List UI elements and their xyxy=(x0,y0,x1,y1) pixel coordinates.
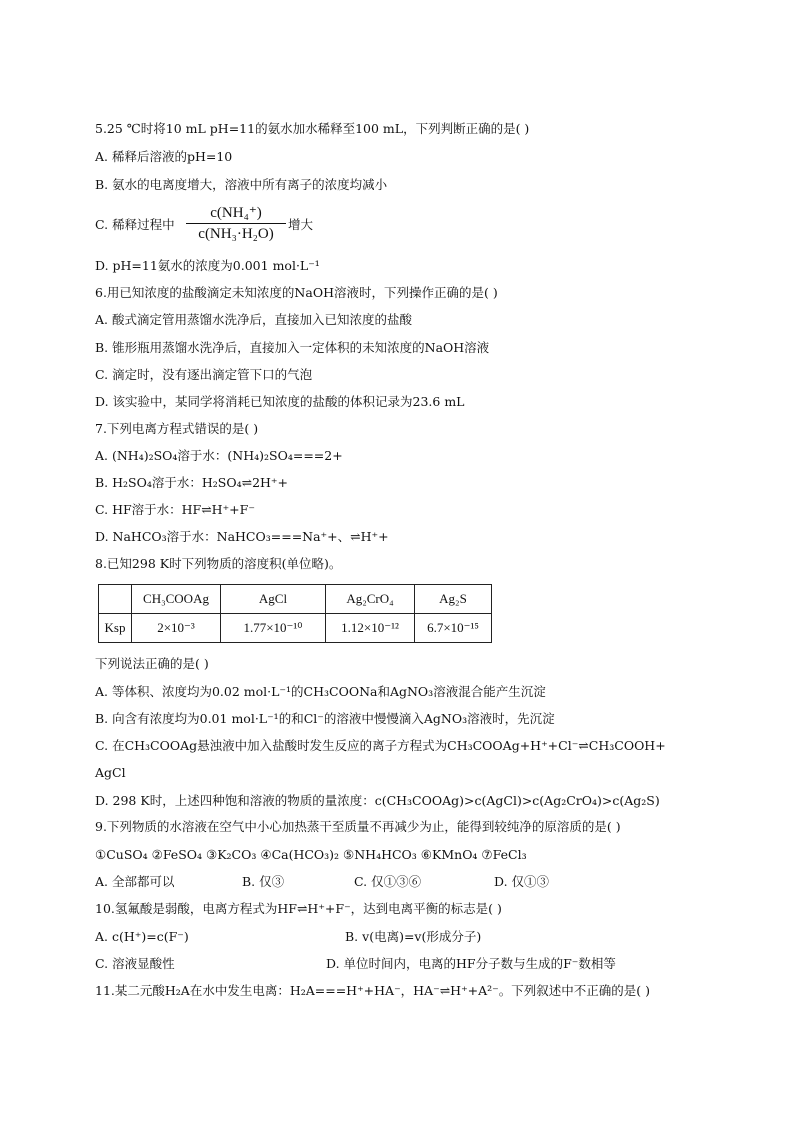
ksp-value-ag2cro4: 1.12×10⁻¹² xyxy=(326,614,415,643)
ksp-value-ch3cooag: 2×10⁻³ xyxy=(132,614,221,643)
table-header-agcl: AgCl xyxy=(221,585,326,614)
q7-option-d: D. NaHCO₃溶于水：NaHCO₃===Na⁺+、⇌H⁺+ xyxy=(95,529,389,544)
q10-option-d: D. 单位时间内，电离的HF分子数与生成的F⁻数相等 xyxy=(326,956,616,971)
q8-option-a: A. 等体积、浓度均为0.02 mol·L⁻¹的CH₃COONa和AgNO₃溶液混合能产生沉淀 xyxy=(95,684,546,699)
q6-option-d: D. 该实验中，某同学将消耗已知浓度的盐酸的体积记录为23.6 mL xyxy=(95,394,465,409)
q9-option-a: A. 全部都可以 xyxy=(95,874,175,889)
q9-option-c: C. 仅①③⑥ xyxy=(354,874,422,889)
q11-stem: 11.某二元酸H₂A在水中发生电离：H₂A===H⁺+HA⁻，HA⁻⇌H⁺+A²⁻。下列叙述中不正确的是( ) xyxy=(95,983,651,998)
q8-ask: 下列说法正确的是( ) xyxy=(95,656,209,671)
q9-items: ①CuSO₄ ②FeSO₄ ③K₂CO₃ ④Ca(HCO₃)₂ ⑤NH₄HCO₃ ⑥KMnO₄ ⑦FeCl₃ xyxy=(95,847,527,862)
table-header-ch3cooag: CH₃COOAg xyxy=(132,585,221,614)
fraction-denominator: c(NH₃·H₂O) xyxy=(198,226,274,242)
q5-option-c-tail: 增大 xyxy=(288,217,314,232)
q10-stem: 10.氢氟酸是弱酸，电离方程式为HF⇌H⁺+F⁻，达到电离平衡的标志是( ) xyxy=(95,901,502,916)
table-row-label: Ksp xyxy=(99,614,132,643)
q9-option-b: B. 仅③ xyxy=(242,874,285,889)
q8-option-d: D. 298 K时，上述四种饱和溶液的物质的量浓度：c(CH₃COOAg)>c(AgCl)>c(Ag₂CrO₄)>c(Ag₂S) xyxy=(95,793,660,808)
table-header-ag2s: Ag₂S xyxy=(415,585,492,614)
q9-stem: 9.下列物质的水溶液在空气中小心加热蒸干至质量不再减少为止，能得到较纯净的原溶质的是( ) xyxy=(95,819,621,834)
q6-option-a: A. 酸式滴定管用蒸馏水洗净后，直接加入已知浓度的盐酸 xyxy=(95,312,412,327)
q5-option-c-fraction xyxy=(186,204,286,243)
q7-option-b: B. H₂SO₄溶于水：H₂SO₄⇌2H⁺+ xyxy=(95,475,288,490)
q8-option-b: B. 向含有浓度均为0.01 mol·L⁻¹的和Cl⁻的溶液中慢慢滴入AgNO₃溶液时，先沉淀 xyxy=(95,711,555,726)
q10-option-c: C. 溶液显酸性 xyxy=(95,956,175,971)
q8-option-c: C. 在CH₃COOAg悬浊液中加入盐酸时发生反应的离子方程式为CH₃COOAg+H⁺+Cl⁻⇌CH₃COOH+ xyxy=(95,738,666,753)
q5-stem: 5.25 ℃时将10 mL pH=11的氨水加水稀释至100 mL，下列判断正确的是( ) xyxy=(95,121,530,136)
q7-option-a: A. (NH₄)₂SO₄溶于水：(NH₄)₂SO₄===2+ xyxy=(95,448,343,463)
table-header-ag2cro4: Ag₂CrO₄ xyxy=(326,585,415,614)
q7-option-c: C. HF溶于水：HF⇌H⁺+F⁻ xyxy=(95,502,255,517)
ksp-value-ag2s: 6.7×10⁻¹⁵ xyxy=(415,614,492,643)
table-cell xyxy=(99,585,132,614)
q5-option-b: B. 氨水的电离度增大，溶液中所有离子的浓度均减小 xyxy=(95,177,388,192)
q6-stem: 6.用已知浓度的盐酸滴定未知浓度的NaOH溶液时，下列操作正确的是( ) xyxy=(95,285,498,300)
q5-option-c-head: C. 稀释过程中 xyxy=(95,217,175,232)
q6-option-b: B. 锥形瓶用蒸馏水洗净后，直接加入一定体积的未知浓度的NaOH溶液 xyxy=(95,340,490,355)
ksp-value-agcl: 1.77×10⁻¹⁰ xyxy=(221,614,326,643)
q10-option-a: A. c(H⁺)=c(F⁻) xyxy=(95,929,189,944)
q8-option-c-cont: AgCl xyxy=(95,765,126,780)
ksp-table-header-row xyxy=(99,585,492,614)
q7-stem: 7.下列电离方程式错误的是( ) xyxy=(95,421,259,436)
ksp-table xyxy=(98,584,492,643)
q10-option-b: B. v(电离)=v(形成分子) xyxy=(345,929,482,944)
q8-stem: 8.已知298 K时下列物质的溶度积(单位略)。 xyxy=(95,556,342,571)
q9-option-d: D. 仅①③ xyxy=(494,874,550,889)
q5-option-d: D. pH=11氨水的浓度为0.001 mol·L⁻¹ xyxy=(95,258,320,273)
ksp-table-value-row xyxy=(99,614,492,643)
fraction-numerator: c(NH₄⁺) xyxy=(210,205,262,221)
q6-option-c: C. 滴定时，没有逐出滴定管下口的气泡 xyxy=(95,367,313,382)
q5-option-a: A. 稀释后溶液的pH=10 xyxy=(95,149,233,164)
fraction-bar xyxy=(186,223,286,224)
